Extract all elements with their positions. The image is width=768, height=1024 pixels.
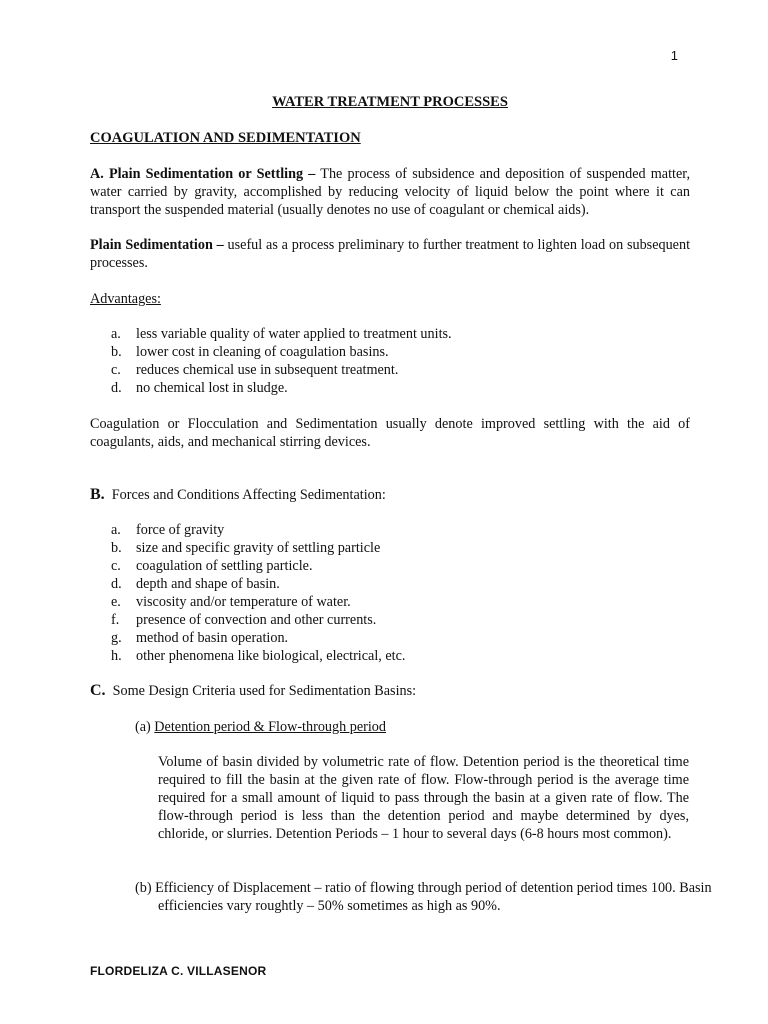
list-item [111,539,405,557]
subsection-a-heading [135,718,386,736]
section-a-lead: A. Plain Sedimentation or Settling – [90,166,316,182]
section-b-title: Forces and Conditions Affecting Sedimentation: [111,487,386,503]
forces-list [111,521,405,665]
subsection-a-title: Detention period & Flow-through period [154,719,386,735]
list-item-text: viscosity and/or temperature of water. [136,594,351,610]
list-item-text: force of gravity [136,522,225,538]
list-item [111,343,452,361]
list-item [111,575,405,593]
list-item [111,611,405,629]
section-a-text: The process of subsidence and deposition of suspended matter, water carried by gravity, accomplished by reducing velocity of liquid below the point where it can transport the suspended material (usually denotes no use of coagulant or chemical aids). [90,166,690,218]
section-a-paragraph [90,165,690,219]
list-marker: e. [111,594,121,610]
subsection-a-text: Volume of basin divided by volumetric rate of flow. Detention period is the theoretical time required to fill the basin at the given rate of flow. Flow-through period is the average time required for a small amount of liquid to pass through the basin at a given rate of flow. The flow-through period is less than the detention period and maybe determined by dyes, chloride, or slurries. Detention Periods – 1 hour to several days (6-8 hours most common). [158,754,689,842]
list-item-text: reduces chemical use in subsequent treatment. [136,362,399,378]
list-item-text: lower cost in cleaning of coagulation basins. [136,344,389,360]
list-marker: f. [111,612,120,628]
list-item-text: less variable quality of water applied to treatment units. [136,326,452,342]
list-marker: c. [111,362,121,378]
advantages-heading: Advantages: [90,291,161,307]
plain-sedimentation-text: useful as a process preliminary to further treatment to lighten load on subsequent processes. [90,237,691,271]
list-marker: a. [111,326,121,342]
list-item-text: method of basin operation. [136,630,289,646]
subsection-b-text: ratio of flowing through period of detention period times 100. Basin efficiencies vary roughtly – 50% sometimes as high as 90%. [158,880,712,914]
subsection-b-lead: (b) Efficiency of Displacement – [135,880,322,896]
section-c-title: Some Design Criteria used for Sedimentation Basins: [112,683,417,699]
section-subtitle: COAGULATION AND SEDIMENTATION [90,130,361,146]
footer-author: FLORDELIZA C. VILLASENOR [90,964,267,978]
document-title: WATER TREATMENT PROCESSES [272,94,508,110]
list-marker: b. [111,540,122,556]
list-item-text: presence of convection and other currents. [136,612,377,628]
coagulation-paragraph: Coagulation or Flocculation and Sedimentation usually denote improved settling with the aid of coagulants, aids, and mechanical stirring devices. [90,416,690,450]
list-marker: g. [111,630,122,646]
section-c-letter: C. [90,682,106,699]
list-item [111,629,405,647]
page-number: 1 [670,48,678,63]
list-item-text: no chemical lost in sludge. [136,380,288,396]
list-item-text: other phenomena like biological, electrical, etc. [136,648,406,664]
list-marker: d. [111,576,122,592]
list-item [111,379,452,397]
plain-sedimentation-paragraph [90,236,690,272]
list-marker: h. [111,648,122,664]
section-b-heading [90,486,386,504]
list-marker: d. [111,380,122,396]
section-c-heading [90,682,416,700]
subsection-b-paragraph [135,879,712,915]
list-item-text: depth and shape of basin. [136,576,280,592]
list-item [111,557,405,575]
list-item [111,521,405,539]
list-item [111,361,452,379]
list-item-text: size and specific gravity of settling particle [136,540,381,556]
list-marker: a. [111,522,121,538]
list-item [111,647,405,665]
list-marker: c. [111,558,121,574]
advantages-list [111,325,452,397]
subsection-a-marker: (a) [135,719,151,735]
list-item-text: coagulation of settling particle. [136,558,313,574]
list-item [111,593,405,611]
plain-sedimentation-lead: Plain Sedimentation – [90,237,224,253]
section-b-letter: B. [90,486,105,503]
list-item [111,325,452,343]
list-marker: b. [111,344,122,360]
